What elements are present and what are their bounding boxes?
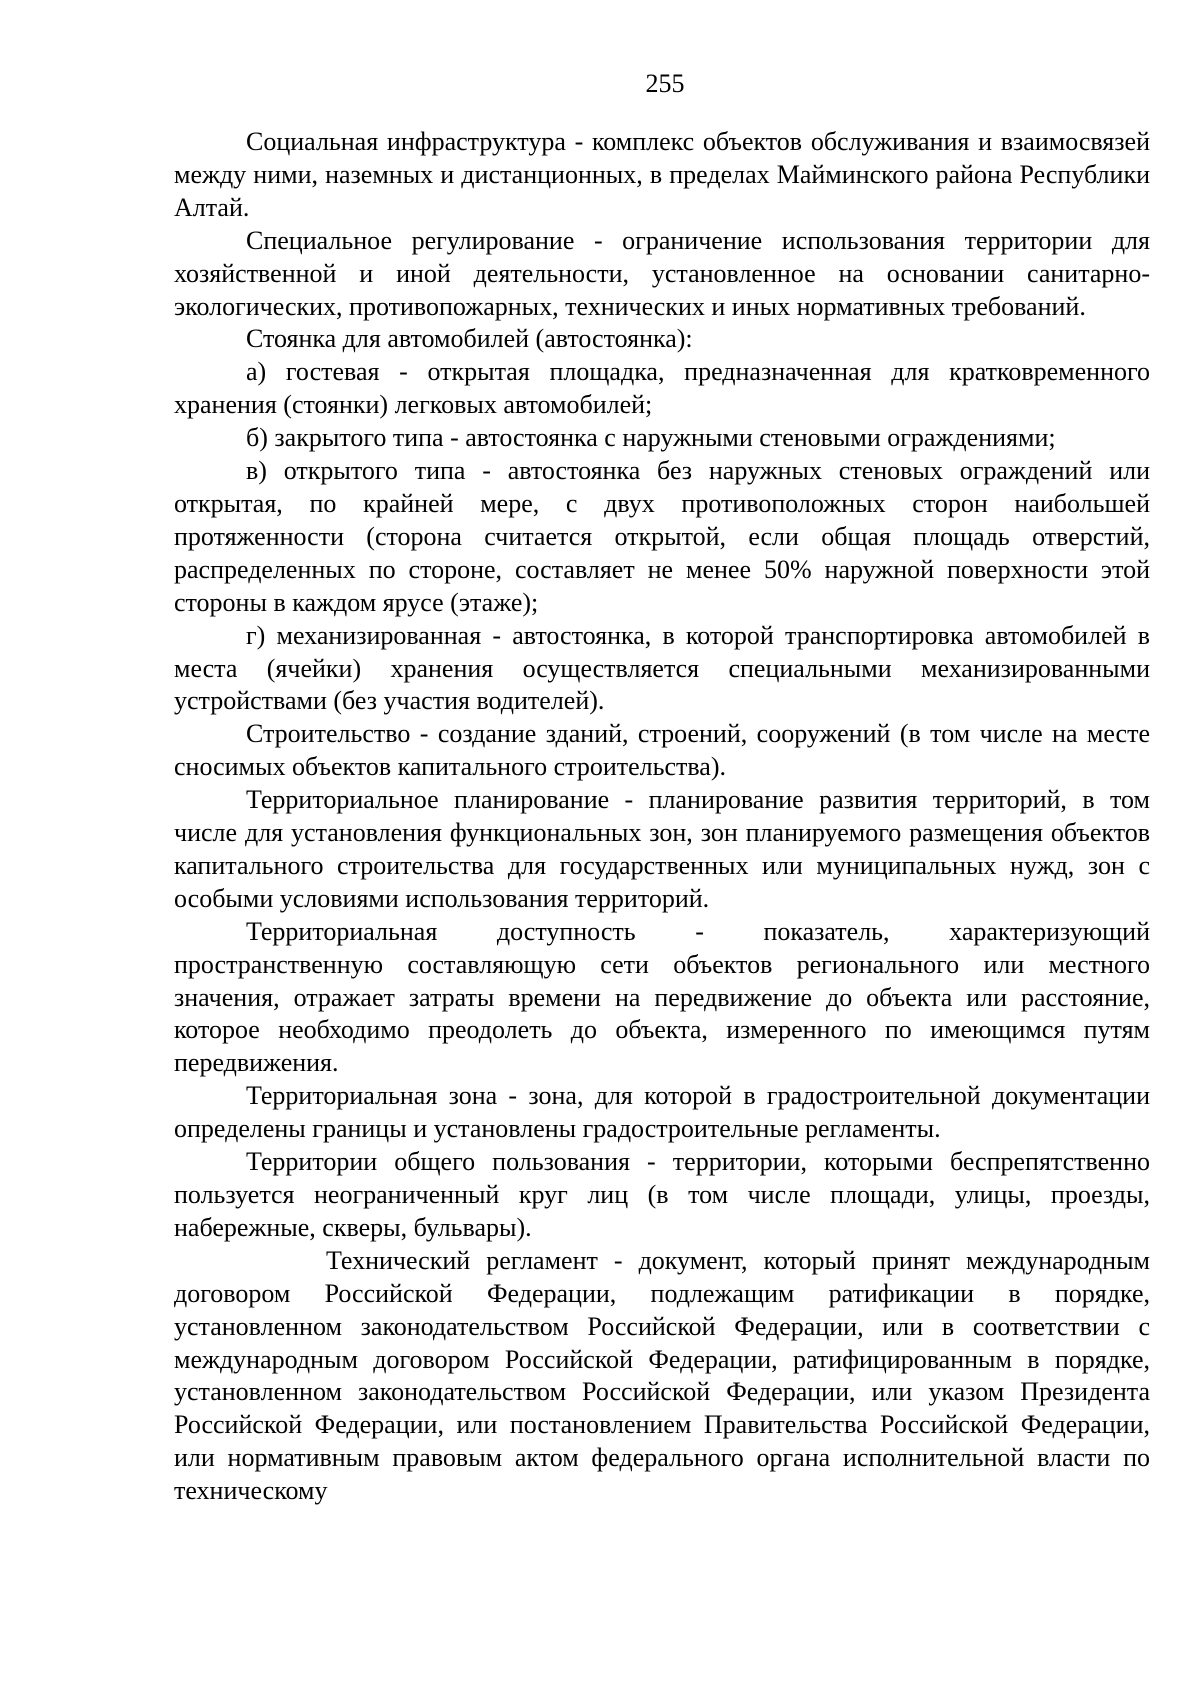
paragraph-territorial-planning: Территориальное планирование - планирование развития территорий, в том числе для установления функциональных зон, зон планируемого размещения объектов капитального строительства для государственных или муниципальных нужд, зон с особыми условиями использования территорий.	[174, 785, 1150, 913]
paragraph-territorial-accessibility: Территориальная доступность - показатель, характеризующий пространственную составляющую сети объектов регионального или местного значения, отражает затраты времени на передвижение до объекта или расстояние, которое необходимо преодолеть до объекта, измеренного по имеющимся путям передвижения.	[174, 916, 1150, 1078]
paragraph-construction: Строительство - создание зданий, строений, сооружений (в том числе на месте сносимых объектов капитального строительства).	[174, 719, 1150, 782]
document-body	[174, 126, 1150, 1508]
paragraph-parking-mechanized: г) механизированная - автостоянка, в которой транспортировка автомобилей в места (ячейки) хранения осуществляется специальными механизированными устройствами (без участия водителей).	[174, 620, 1150, 716]
paragraph-territorial-zone: Территориальная зона - зона, для которой в градостроительной документации определены границы и установлены градостроительные регламенты.	[174, 1081, 1150, 1144]
paragraph-technical-regulation: Технический регламент - документ, который принят международным договором Российской Федерации, подлежащим ратификации в порядке, установленном законодательством Российской Федерации, или в соответствии с международным договором Российской Федерации, ратифицированным в порядке, установленном законодательством Российской Федерации, или указом Президента Российской Федерации, или постановлением Правительства Российской Федерации, или нормативным правовым актом федерального органа исполнительной власти по техническому	[174, 1245, 1150, 1506]
paragraph-parking-definition: Стоянка для автомобилей (автостоянка):	[246, 324, 693, 354]
paragraph-parking-closed: б) закрытого типа - автостоянка с наружными стеновыми ограждениями;	[246, 423, 1056, 453]
page-number: 255	[645, 69, 685, 98]
paragraph-special-regulation: Специальное регулирование - ограничение использования территории для хозяйственной и иной деятельности, установленное на основании санитарно-экологических, противопожарных, технических и иных нормативных требований.	[174, 225, 1150, 321]
paragraph-parking-open: в) открытого типа - автостоянка без наружных стеновых ограждений или открытая, по крайней мере, с двух противоположных сторон наибольшей протяженности (сторона считается открытой, если общая площадь отверстий, распределенных по стороне, составляет не менее 50% наружной поверхности этой стороны в каждом ярусе (этаже);	[174, 456, 1150, 617]
paragraph-parking-guest: а) гостевая - открытая площадка, предназначенная для кратковременного хранения (стоянки) легковых автомобилей;	[174, 357, 1150, 420]
paragraph-public-territories: Территории общего пользования - территории, которыми беспрепятственно пользуется неограниченный круг лиц (в том числе площади, улицы, проезды, набережные, скверы, бульвары).	[174, 1147, 1150, 1242]
paragraph-social-infrastructure: Социальная инфраструктура - комплекс объектов обслуживания и взаимосвязей между ними, наземных и дистанционных, в пределах Майминского района Республики Алтай.	[174, 127, 1150, 222]
